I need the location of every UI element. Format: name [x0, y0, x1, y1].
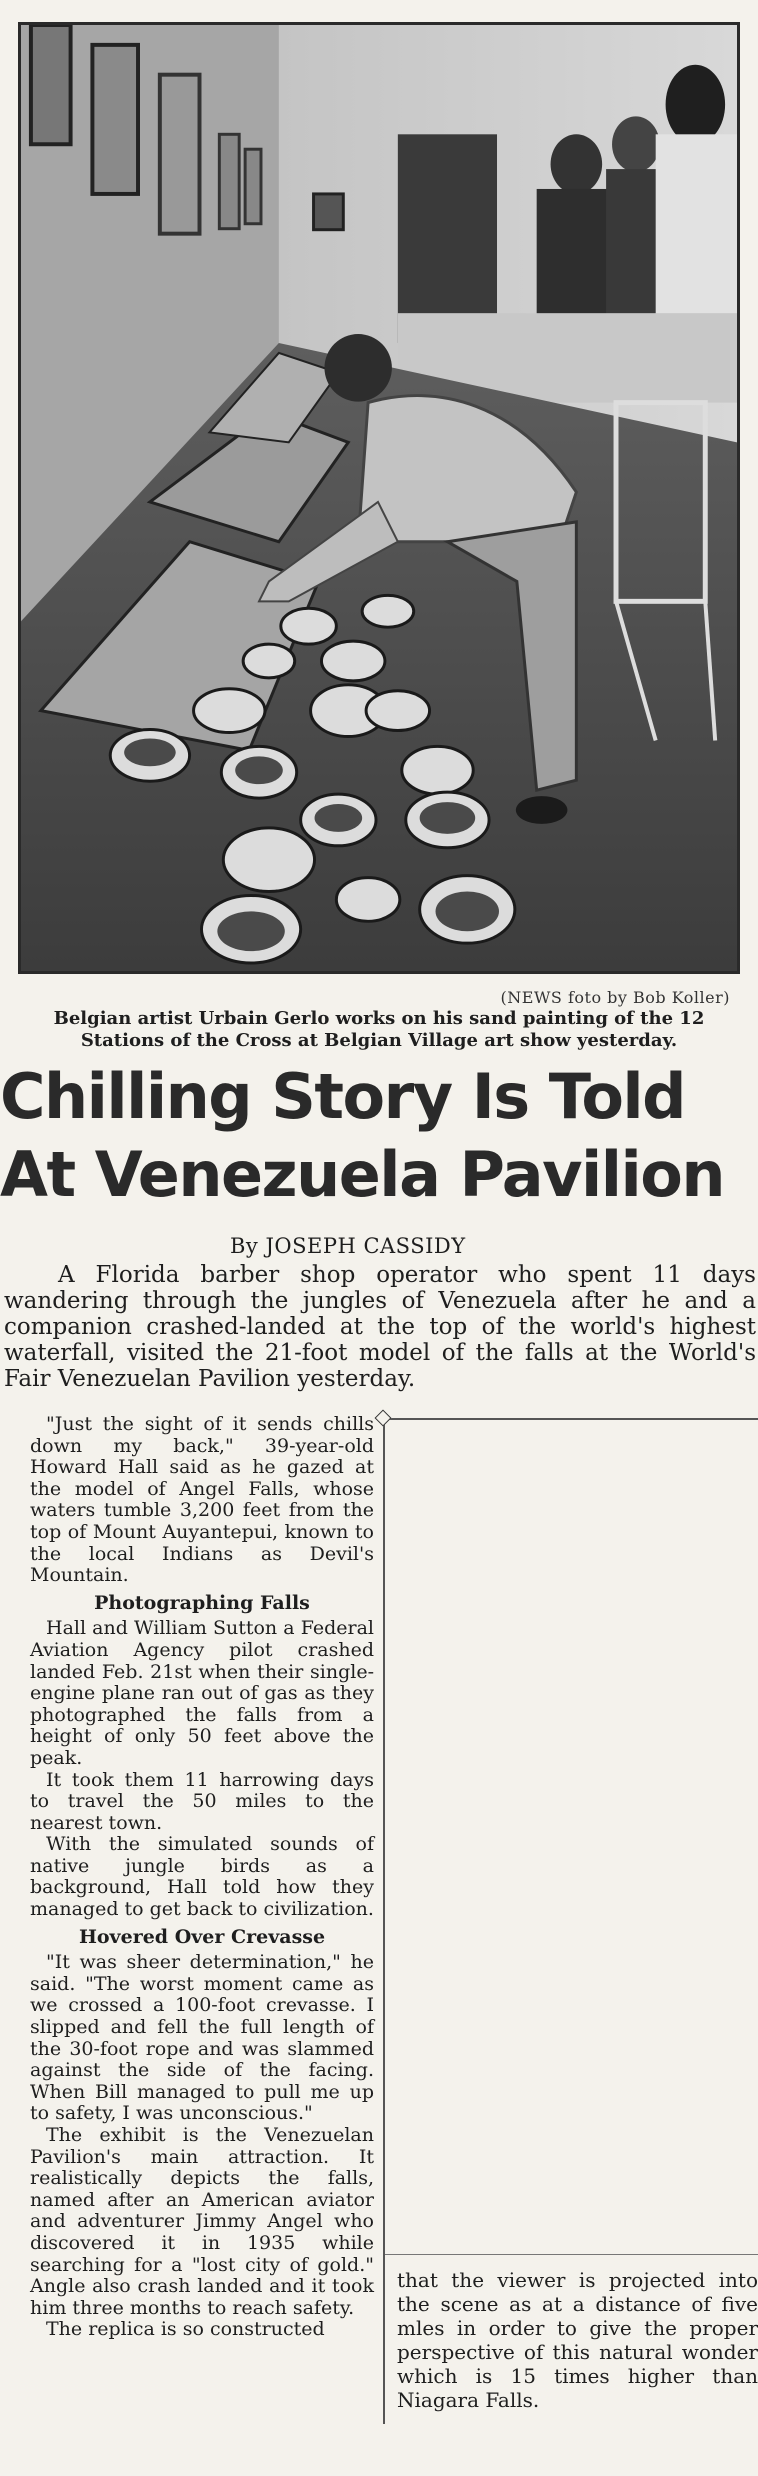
paragraph: The replica is so constructed: [46, 2318, 325, 2341]
ornament-diamond-icon: [375, 1410, 392, 1427]
article-column-right: [397, 2268, 758, 2412]
paragraph: that the viewer is projected into the scene as at a distance of five mles in order to give the proper perspective of this natural wonder which is 15 times higher than Niagara Falls.: [397, 2268, 758, 2412]
subhead: Photographing Falls: [94, 1591, 310, 1614]
paragraph: Hall and William Sutton a Federal Aviation Agency pilot crashed landed Feb. 21st when their single-engine plane ran out of gas as they photographed the falls from a height of only 50 feet above the peak.: [30, 1617, 374, 1769]
photo-caption: Belgian artist Urbain Gerlo works on his sand painting of the 12 Stations of the Cross at Belgian Village art show yesterday.: [53, 1008, 705, 1051]
headline: [0, 1058, 758, 1214]
byline: By JOSEPH CASSIDY: [230, 1234, 466, 1258]
paragraph: "Just the sight of it sends chills down my back," 39-year-old Howard Hall said as he gazed at the model of Angel Falls, whose waters tumble 3,200 feet from the top of Mount Auyantepui, known to the local Indians as Devil's Mountain.: [30, 1413, 374, 1587]
news-photo: [18, 22, 740, 974]
top-rule: [383, 1418, 758, 1420]
paragraph: The exhibit is the Venezuelan Pavilion's main attraction. It realistically depicts the falls, named after an American aviator and adventurer Jimmy Angel who discovered it in 1935 while searching for a "lost city of gold." Angle also crash landed and it took him three months to reach safety.: [30, 2124, 374, 2319]
lede-text: A Florida barber shop operator who spent 11 days wandering through the jungles of Venezuela after he and a companion crashed-landed at the top of the world's highest waterfall, visited the 21-foot model of the falls at the World's Fair Venezuelan Pavilion yesterday.: [4, 1262, 756, 1392]
headline-line-1: Chilling Story Is Told: [0, 1060, 686, 1133]
subhead: Hovered Over Crevasse: [78, 1925, 326, 1948]
paragraph: With the simulated sounds of native jungle birds as a background, Hall told how they managed to get back to civilization.: [30, 1833, 374, 1921]
continuation-rule: [385, 2254, 758, 2255]
article-column-left: [30, 1414, 374, 2341]
photo-gallery-scene-icon: [21, 25, 737, 971]
column-divider: [383, 1418, 385, 2424]
photo-credit: (NEWS foto by Bob Koller): [500, 988, 730, 1007]
headline-line-2: At Venezuela Pavilion: [0, 1138, 725, 1211]
paragraph: It took them 11 harrowing days to travel the 50 miles to the nearest town.: [30, 1768, 374, 1834]
paragraph: "It was sheer determination," he said. "The worst moment came as we crossed a 100-foot crevasse. I slipped and fell the full length of the 30-foot rope and was slammed against the side of the facing. When Bill managed to pull me up to safety, I was unconscious.": [30, 1951, 374, 2125]
lede-paragraph: [4, 1262, 756, 1392]
